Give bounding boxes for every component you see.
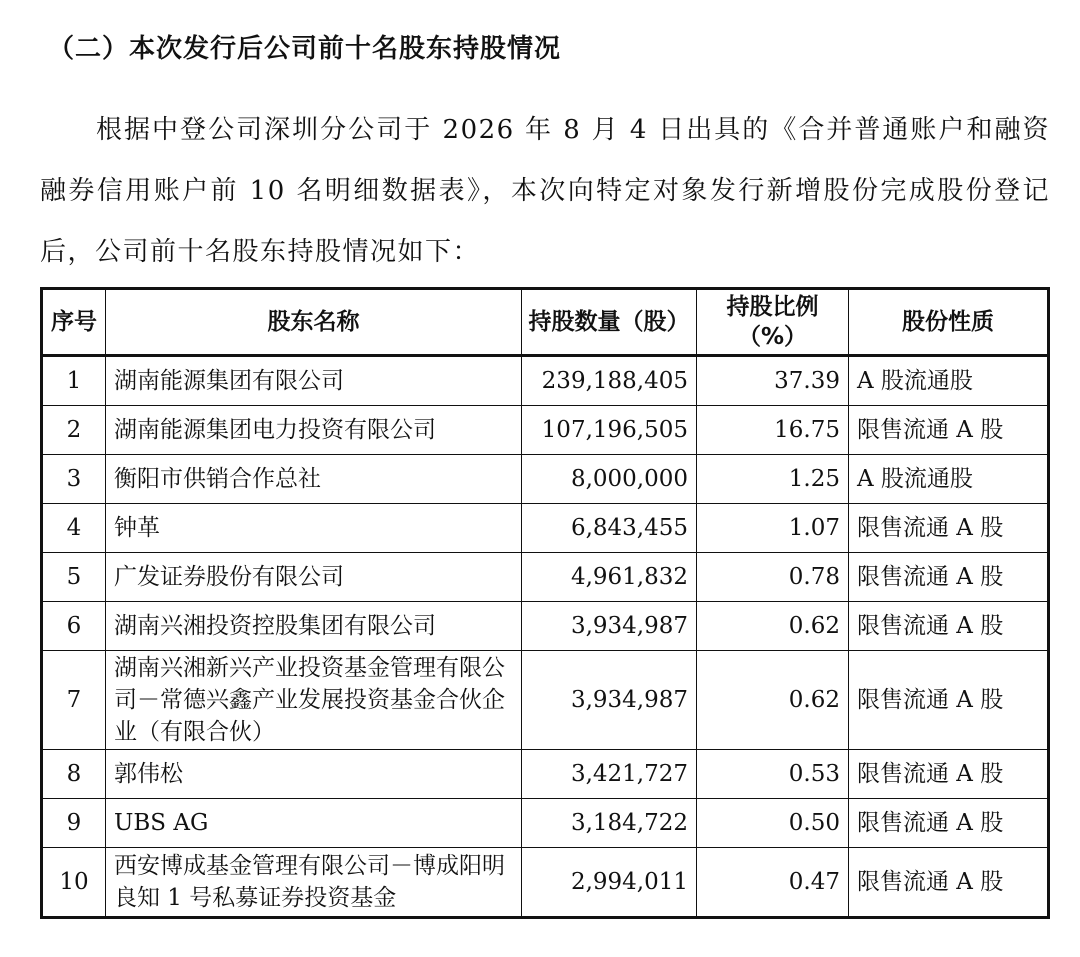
cell-name: 西安博成基金管理有限公司－博成阳明良知 1 号私募证券投资基金 — [106, 848, 522, 918]
cell-ratio: 0.62 — [697, 651, 849, 750]
table-row — [42, 356, 1049, 406]
table-row — [42, 602, 1049, 651]
shareholder-table — [40, 287, 1050, 919]
cell-type: 限售流通 A 股 — [849, 504, 1049, 553]
table-row — [42, 504, 1049, 553]
cell-name: 湖南能源集团有限公司 — [106, 356, 522, 406]
cell-ratio: 0.62 — [697, 602, 849, 651]
header-no: 序号 — [42, 289, 106, 356]
cell-shares: 4,961,832 — [522, 553, 697, 602]
cell-name: 钟革 — [106, 504, 522, 553]
cell-no: 2 — [42, 406, 106, 455]
cell-ratio: 0.53 — [697, 750, 849, 799]
cell-type: 限售流通 A 股 — [849, 553, 1049, 602]
cell-shares: 2,994,011 — [522, 848, 697, 918]
table-row — [42, 848, 1049, 918]
cell-shares: 3,421,727 — [522, 750, 697, 799]
cell-type: 限售流通 A 股 — [849, 602, 1049, 651]
cell-no: 6 — [42, 602, 106, 651]
cell-no: 5 — [42, 553, 106, 602]
cell-name: 郭伟松 — [106, 750, 522, 799]
cell-shares: 6,843,455 — [522, 504, 697, 553]
cell-ratio: 0.47 — [697, 848, 849, 918]
table-row — [42, 750, 1049, 799]
header-type: 股份性质 — [849, 289, 1049, 356]
cell-shares: 8,000,000 — [522, 455, 697, 504]
cell-no: 10 — [42, 848, 106, 918]
cell-shares: 3,934,987 — [522, 602, 697, 651]
cell-no: 3 — [42, 455, 106, 504]
cell-no: 9 — [42, 799, 106, 848]
cell-no: 1 — [42, 356, 106, 406]
cell-ratio: 0.50 — [697, 799, 849, 848]
table-row — [42, 553, 1049, 602]
cell-no: 4 — [42, 504, 106, 553]
cell-ratio: 0.78 — [697, 553, 849, 602]
cell-shares: 107,196,505 — [522, 406, 697, 455]
cell-name: 湖南兴湘新兴产业投资基金管理有限公司－常德兴鑫产业发展投资基金合伙企业（有限合伙） — [106, 651, 522, 750]
cell-shares: 239,188,405 — [522, 356, 697, 406]
cell-type: 限售流通 A 股 — [849, 750, 1049, 799]
cell-type: A 股流通股 — [849, 455, 1049, 504]
cell-ratio: 1.25 — [697, 455, 849, 504]
cell-no: 8 — [42, 750, 106, 799]
table-header-row — [42, 289, 1049, 356]
table-row — [42, 406, 1049, 455]
intro-paragraph: 根据中登公司深圳分公司于 2026 年 8 月 4 日出具的《合并普通账户和融资融券信用账户前 10 名明细数据表》，本次向特定对象发行新增股份完成股份登记后，公司前十名股东持股情况如下： — [40, 115, 1050, 267]
cell-name: 湖南兴湘投资控股集团有限公司 — [106, 602, 522, 651]
header-shares: 持股数量（股） — [522, 289, 697, 356]
cell-shares: 3,184,722 — [522, 799, 697, 848]
cell-type: 限售流通 A 股 — [849, 651, 1049, 750]
cell-ratio: 37.39 — [697, 356, 849, 406]
section-heading: （二）本次发行后公司前十名股东持股情况 — [48, 34, 562, 64]
cell-type: 限售流通 A 股 — [849, 406, 1049, 455]
cell-type: 限售流通 A 股 — [849, 799, 1049, 848]
cell-name: 湖南能源集团电力投资有限公司 — [106, 406, 522, 455]
header-ratio: 持股比例（%） — [697, 289, 849, 356]
header-name: 股东名称 — [106, 289, 522, 356]
cell-name: 广发证券股份有限公司 — [106, 553, 522, 602]
cell-name: UBS AG — [106, 799, 522, 848]
cell-name: 衡阳市供销合作总社 — [106, 455, 522, 504]
table-row — [42, 799, 1049, 848]
cell-shares: 3,934,987 — [522, 651, 697, 750]
table-row — [42, 455, 1049, 504]
cell-type: 限售流通 A 股 — [849, 848, 1049, 918]
cell-no: 7 — [42, 651, 106, 750]
table-row — [42, 651, 1049, 750]
cell-ratio: 16.75 — [697, 406, 849, 455]
cell-type: A 股流通股 — [849, 356, 1049, 406]
cell-ratio: 1.07 — [697, 504, 849, 553]
